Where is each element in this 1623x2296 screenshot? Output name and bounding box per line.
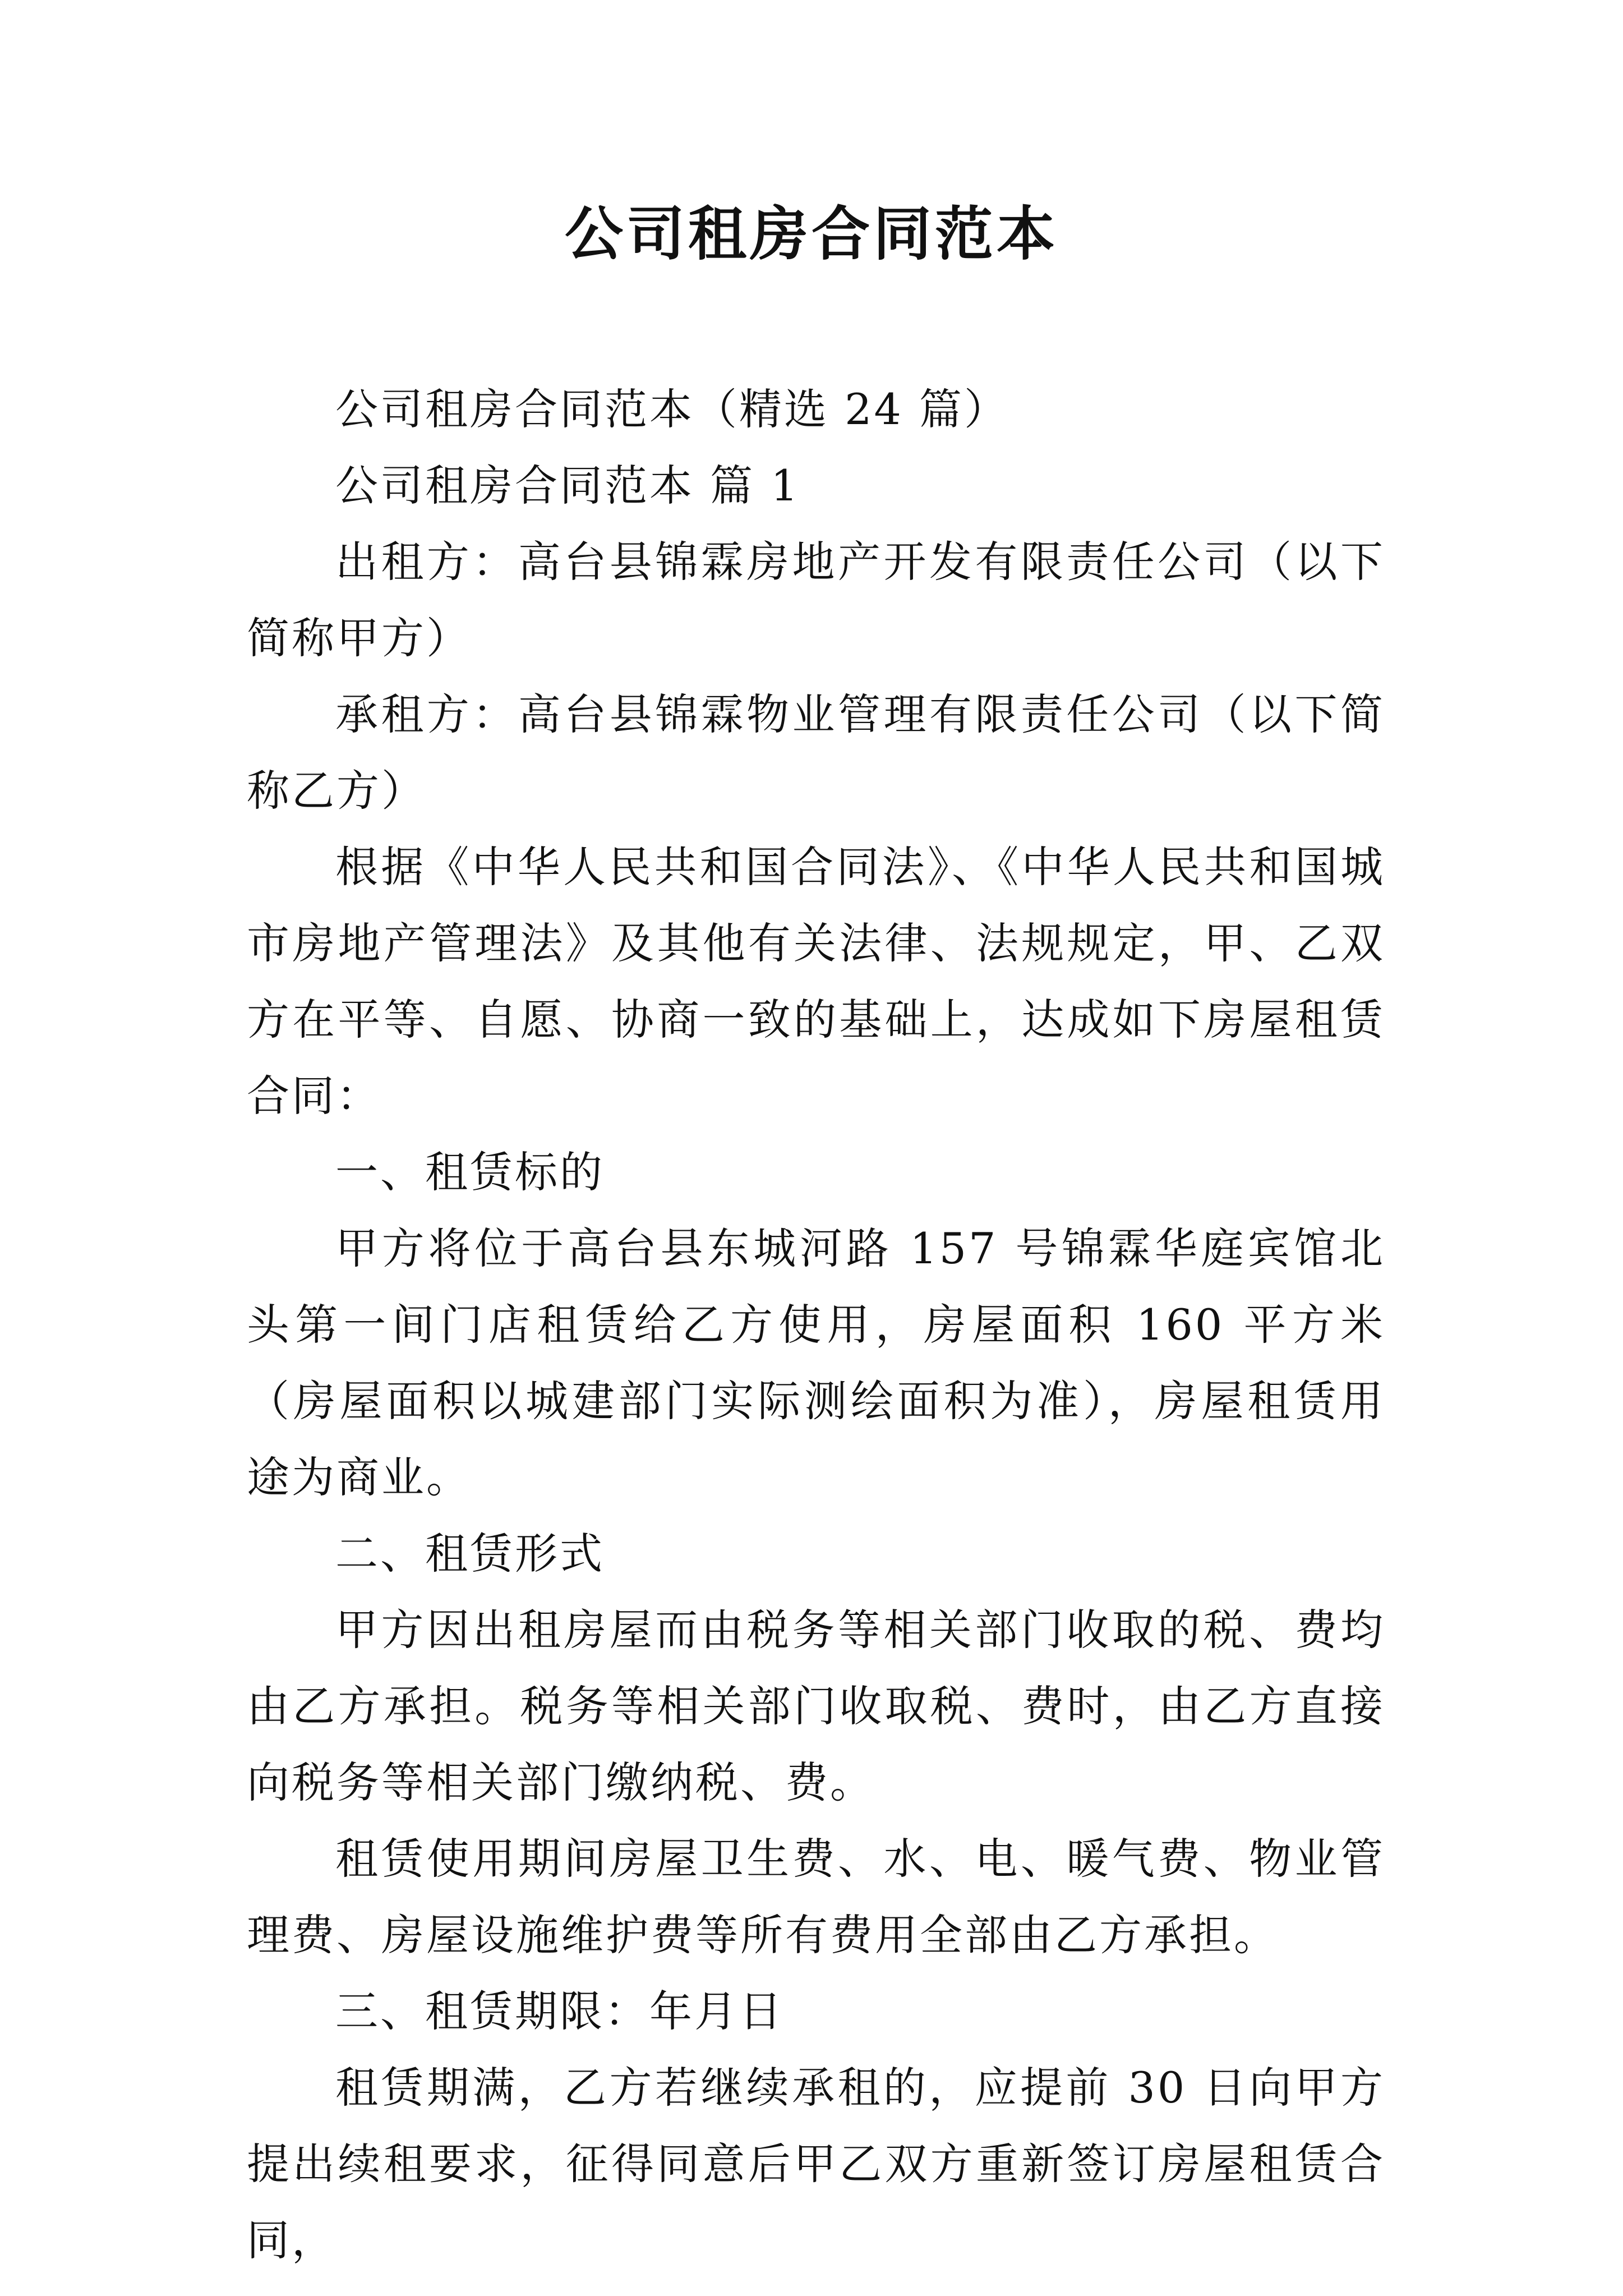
paragraph-clause-2-taxes: 甲方因出租房屋而由税务等相关部门收取的税、费均由乙方承担。税务等相关部门收取税、费时，由乙方直接向税务等相关部门缴纳税、费。: [247, 1605, 1385, 1807]
paragraph-clause-3-heading: 三、租赁期限：年月日: [335, 1986, 784, 2036]
paragraph-legal-basis: 根据《中华人民共和国合同法》、《中华人民共和国城市房地产管理法》及其他有关法律、法规规定，甲、乙双方在平等、自愿、协商一致的基础上，达成如下房屋租赁合同：: [247, 842, 1385, 1121]
paragraph-lessor: 出租方：高台县锦霖房地产开发有限责任公司（以下简称甲方）: [247, 537, 1385, 663]
document-title: 公司租房合同范本: [564, 200, 1058, 268]
paragraph-clause-2-heading: 二、租赁形式: [335, 1529, 605, 1579]
document-body: [247, 371, 1385, 2279]
paragraph-lessee: 承租方：高台县锦霖物业管理有限责任公司（以下简称乙方）: [247, 689, 1385, 816]
paragraph-clause-1-heading: 一、租赁标的: [335, 1147, 605, 1197]
paragraph-subtitle: 公司租房合同范本（精选 24 篇）: [335, 384, 1009, 434]
paragraph-section-heading: 公司租房合同范本 篇 1: [335, 461, 800, 510]
paragraph-clause-2-fees: 租赁使用期间房屋卫生费、水、电、暖气费、物业管理费、房屋设施维护费等所有费用全部由乙方承担。: [247, 1834, 1385, 1960]
paragraph-clause-1-body: 甲方将位于高台县东城河路 157 号锦霖华庭宾馆北头第一间门店租赁给乙方使用，房屋面积 160 平方米（房屋面积以城建部门实际测绘面积为准），房屋租赁用途为商业。: [247, 1223, 1385, 1502]
paragraph-clause-3-renewal: 租赁期满，乙方若继续承租的，应提前 30 日向甲方提出续租要求，征得同意后甲乙双方重新签订房屋租赁合同，: [247, 2063, 1385, 2265]
